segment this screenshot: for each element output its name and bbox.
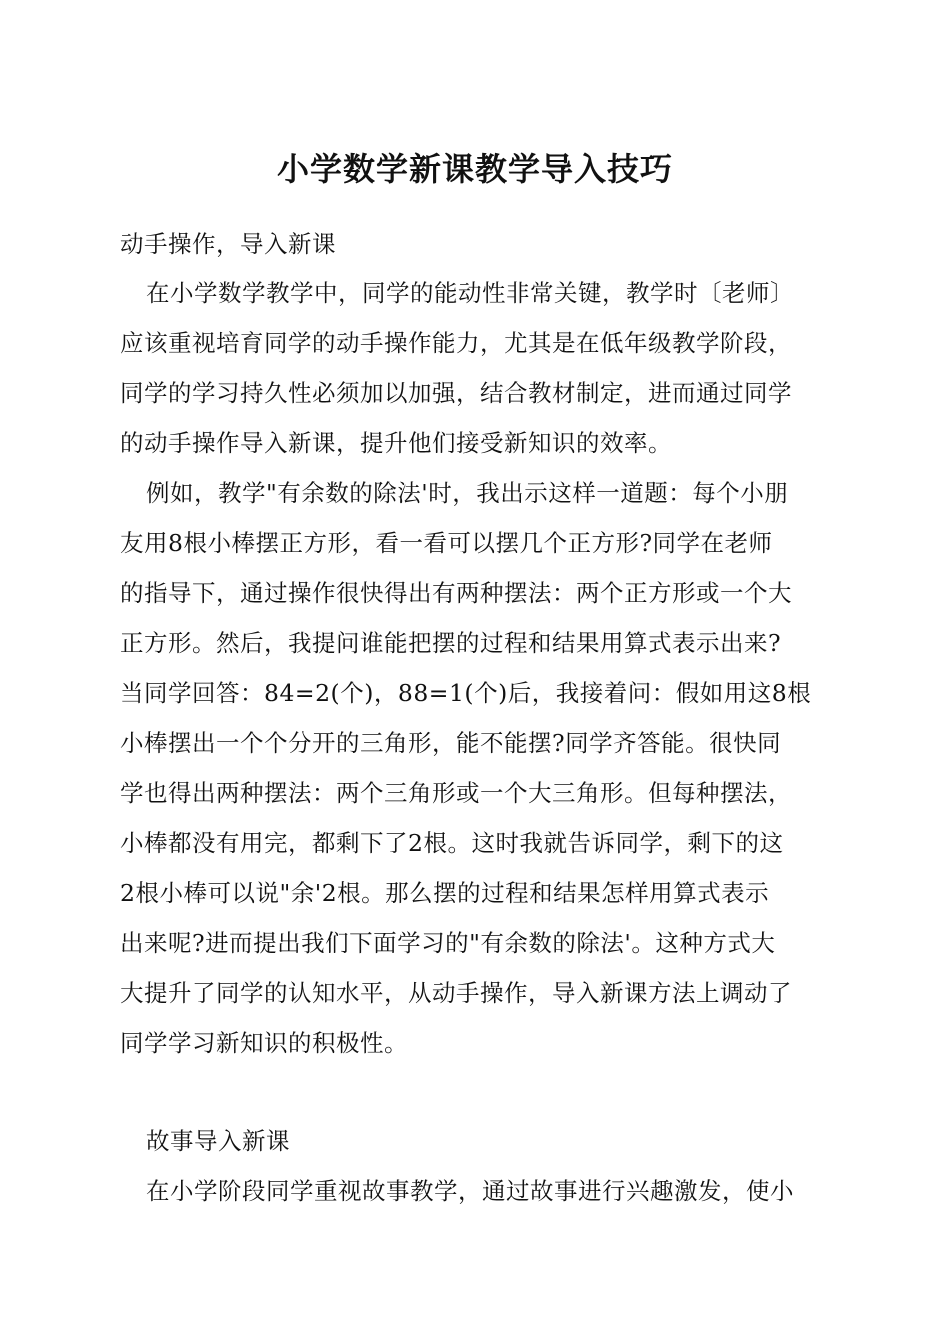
paragraph-line: 小棒摆出一个个分开的三角形，能不能摆?同学齐答能。很快同 bbox=[120, 729, 782, 757]
section-heading-story: 故事导入新课 bbox=[146, 1127, 290, 1155]
paragraph-line: 小棒都没有用完，都剩下了2根。这时我就告诉同学，剩下的这 bbox=[120, 829, 784, 857]
paragraph-line: 的指导下，通过操作很快得出有两种摆法：两个正方形或一个大 bbox=[120, 579, 792, 607]
paragraph-line: 出来呢?进而提出我们下面学习的"有余数的除法'。这种方式大 bbox=[120, 929, 776, 957]
document-title: 小学数学新课教学导入技巧 bbox=[276, 150, 673, 188]
paragraph-line: 2根小棒可以说"余'2根。那么摆的过程和结果怎样用算式表示 bbox=[120, 879, 770, 907]
paragraph-line: 应该重视培育同学的动手操作能力，尤其是在低年级教学阶段， bbox=[120, 329, 792, 357]
paragraph-line: 在小学数学教学中，同学的能动性非常关键，教学时〔老师〕 bbox=[146, 279, 794, 307]
paragraph-line: 友用8根小棒摆正方形，看一看可以摆几个正方形?同学在老师 bbox=[120, 529, 773, 557]
paragraph-line: 正方形。然后，我提问谁能把摆的过程和结果用算式表示出来? bbox=[120, 629, 782, 657]
section-heading-hands-on: 动手操作，导入新课 bbox=[120, 230, 336, 258]
paragraph-line: 同学学习新知识的积极性。 bbox=[120, 1029, 408, 1057]
paragraph-line: 大提升了同学的认知水平，从动手操作，导入新课方法上调动了 bbox=[120, 979, 792, 1007]
paragraph-line: 当同学回答：84=2(个)，88=1(个)后，我接着问：假如用这8根 bbox=[120, 679, 812, 707]
paragraph-line: 学也得出两种摆法：两个三角形或一个大三角形。但每种摆法， bbox=[120, 779, 792, 807]
paragraph-line: 在小学阶段同学重视故事教学，通过故事进行兴趣激发，使小 bbox=[146, 1177, 794, 1205]
paragraph-line: 的动手操作导入新课，提升他们接受新知识的效率。 bbox=[120, 429, 672, 457]
paragraph-line: 例如，教学"有余数的除法'时，我出示这样一道题：每个小朋 bbox=[146, 479, 789, 507]
paragraph-line: 同学的学习持久性必须加以加强，结合教材制定，进而通过同学 bbox=[120, 379, 792, 407]
